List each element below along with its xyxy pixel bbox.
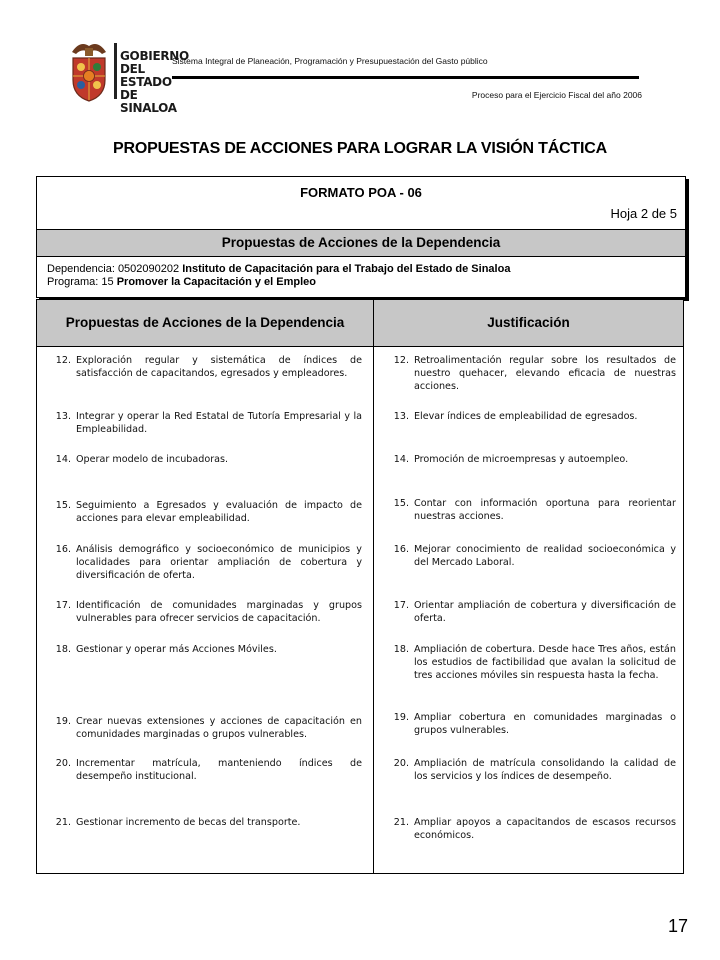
sheet-number: Hoja 2 de 5 bbox=[610, 206, 677, 221]
programa-name: Promover la Capacitación y el Empleo bbox=[116, 276, 317, 288]
sinaloa-government-logo bbox=[66, 40, 189, 115]
logo-divider bbox=[114, 43, 117, 99]
column-divider bbox=[373, 346, 374, 874]
system-title: Sistema Integral de Planeación, Programación y Presupuestación del Gasto público bbox=[172, 56, 488, 66]
dependency-info bbox=[37, 257, 685, 297]
formato-label: FORMATO POA - 06 bbox=[300, 185, 422, 200]
formato-row bbox=[37, 177, 685, 230]
actions-table: Propuestas de Acciones de la Dependencia Justificación 12. Exploración regular y sistemática de índices de satisfacción de capacitandos, egresados y empleadores. 12. Retroalimentación regular sobre los resultados de nuestro quehacer, elevando eficacia de nuestras acciones. 13. Integrar y operar la Red Estatal de Tutoría Empresarial y la Empleabilidad. 13. Elevar índices de empleabilidad de egresados. 14. Operar modelo de incubadoras. 14. Promoción de microempresas y autoempleo. 15. Seguimiento a Egresados y evaluación de impacto de acciones para elevar empleabilidad. 15. Contar con información oportuna para reorientar nuestras acciones. 16. Análisis demográfico y socioeconómico de municipios y localidades para orientar ampliación de cobertura y diversificación de oferta. 16. Mejorar conocimiento de realidad socioeconómica y del Mercado Laboral. 17. Identificación de comunidades marginadas y grupos vulnerables para ofrecer servicios de capacitación. 17. Orientar ampliación de cobertura y diversificación de oferta. 18. Gestionar y operar más Acciones Móviles. 18. Ampliación de cobertura. Desde hace Tres años, están los estudios de factibilidad que avalan la solicitud de tres acciones móviles sin respuesta hasta la fecha. 19. Crear nuevas extensiones y acciones de capacitación en comunidades marginadas o grupos vulnerables. 19. Ampliar cobertura en comunidades marginadas o grupos vulnerables. 20. Incrementar matrícula, manteniendo índices de desempeño institucional. 20. Ampliación de matrícula consolidando la calidad de los servicios y los índices de desempeño. 21. Gestionar incremento de becas del transporte. 21. Ampliar apoyos a capacitandos de escasos recursos económicos. bbox=[36, 299, 684, 874]
form-header-box bbox=[36, 176, 686, 298]
page-title: PROPUESTAS DE ACCIONES PARA LOGRAR LA VISIÓN TÁCTICA bbox=[113, 140, 607, 157]
page-number: 17 bbox=[667, 916, 688, 936]
column-header-actions: Propuestas de Acciones de la Dependencia bbox=[37, 300, 374, 346]
section-band: Propuestas de Acciones de la Dependencia bbox=[37, 230, 685, 257]
process-title: Proceso para el Ejercicio Fiscal del año 2006 bbox=[471, 90, 642, 100]
programa-label: Programa: 15 bbox=[47, 276, 114, 288]
dependencia-label: Dependencia: 0502090202 bbox=[47, 263, 180, 275]
logo-text: GOBIERNO DEL ESTADO DE SINALOA bbox=[120, 49, 189, 115]
header-rule bbox=[172, 76, 639, 79]
dependencia-name: Instituto de Capacitación para el Trabajo del Estado de Sinaloa bbox=[182, 263, 511, 275]
state-seal-icon bbox=[66, 40, 112, 102]
table-header bbox=[37, 300, 683, 347]
column-header-justification: Justificación bbox=[487, 315, 570, 330]
